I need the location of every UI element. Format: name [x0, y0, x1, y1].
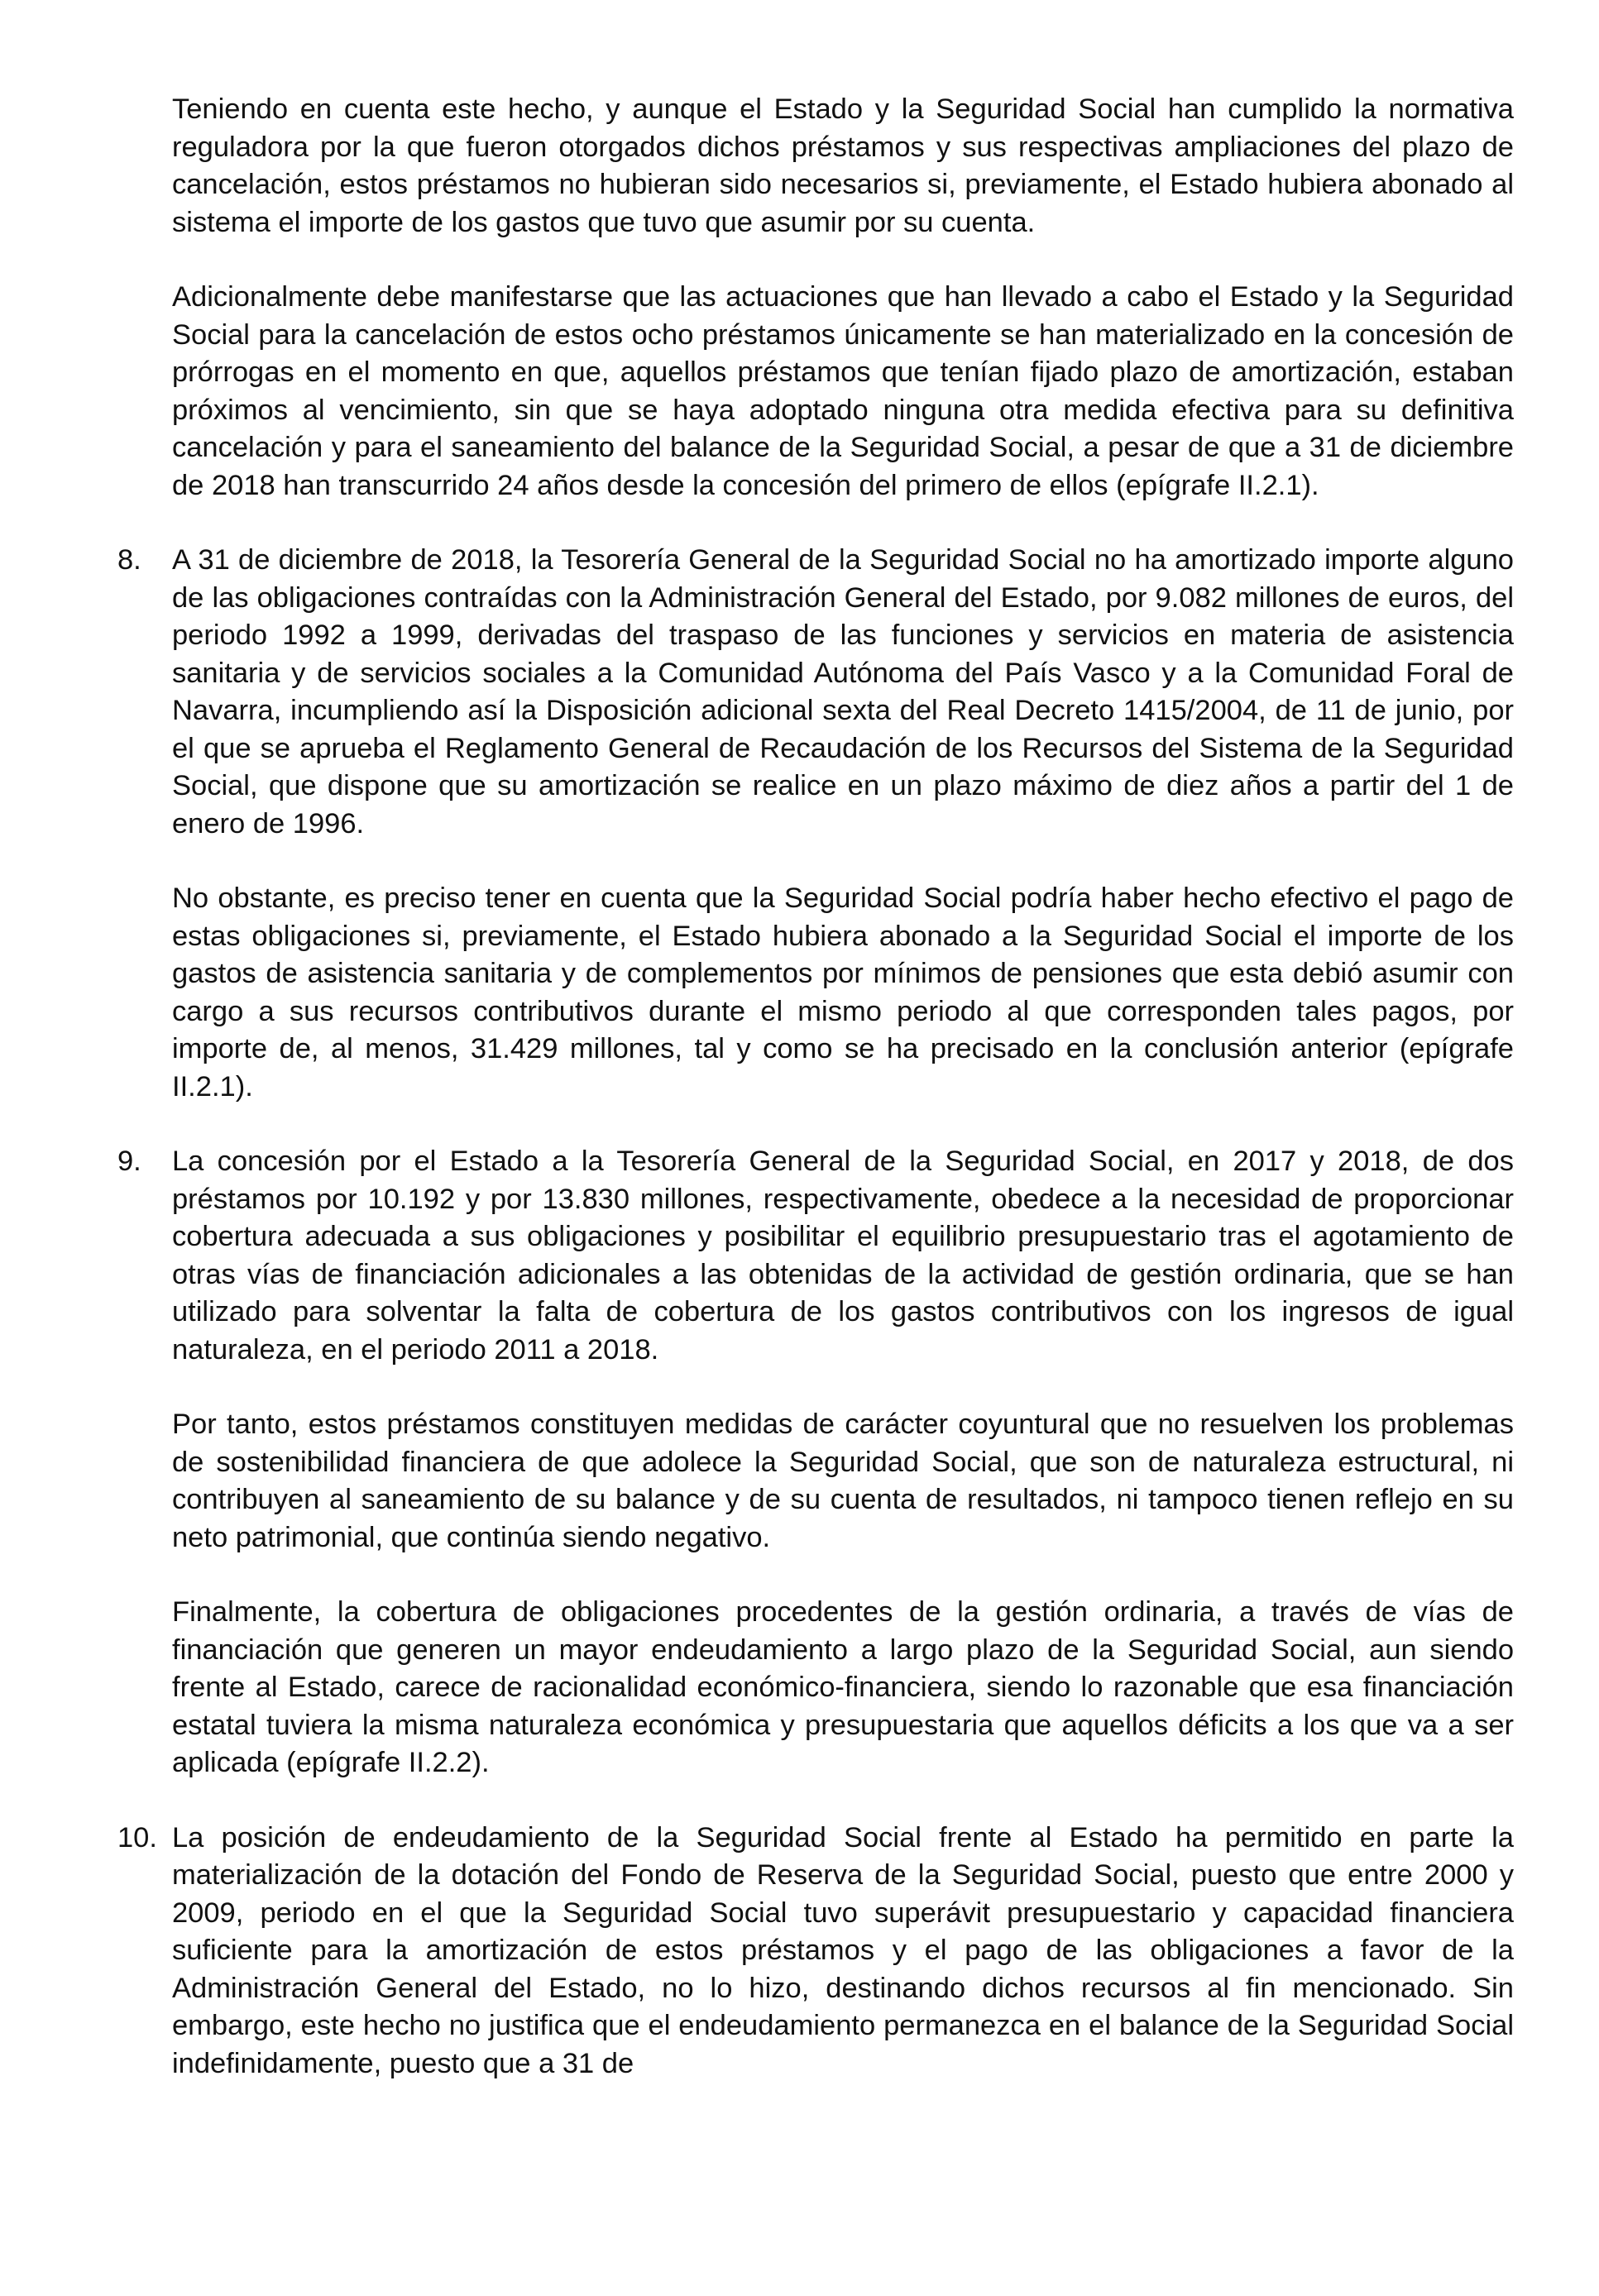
item-number: 9. [117, 1146, 141, 1177]
paragraph: Adicionalmente debe manifestarse que las actuaciones que han llevado a cabo el Estado y la Seguridad Social para la cancelación de estos ocho préstamos únicamente se han materializado en la concesión de prórrogas en el momento en que, aquellos préstamos que tenían fijado plazo de amortización, estaban próximos al vencimiento, sin que se haya adoptado ninguna otra medida efectiva para su definitiva cancelación y para el saneamiento del balance de la Seguridad Social, a pesar de que a 31 de diciembre de 2018 han transcurrido 24 años desde la concesión del primero de ellos (epígrafe II.2.1). [172, 281, 1514, 501]
paragraph: Teniendo en cuenta este hecho, y aunque el Estado y la Seguridad Social han cumplido la normativa reguladora por la que fueron otorgados dichos préstamos y sus respectivas ampliaciones del plazo de cancelación, estos préstamos no hubieran sido necesarios si, previamente, el Estado hubiera abonado al sistema el importe de los gastos que tuvo que asumir por su cuenta. [172, 93, 1514, 238]
numbered-item-10 [117, 1820, 1514, 2083]
numbered-item-9 [117, 1143, 1514, 1782]
item-paragraph: Por tanto, estos préstamos constituyen medidas de carácter coyuntural que no resuelven los problemas de sostenibilidad financiera de que adolece la Seguridad Social, que son de naturaleza estructural, ni contribuyen al saneamiento de su balance y de su cuenta de resultados, ni tampoco tienen reflejo en su neto patrimonial, que continúa siendo negativo. [172, 1409, 1514, 1553]
document-body [117, 91, 1514, 2120]
item-paragraph: No obstante, es preciso tener en cuenta que la Seguridad Social podría haber hecho efectivo el pago de estas obligaciones si, previamente, el Estado hubiera abonado a la Seguridad Social el importe de los gastos de asistencia sanitaria y de complementos por mínimos de pensiones que esta debió asumir con cargo a sus recursos contributivos durante el mismo periodo al que corresponden tales pagos, por importe de, al menos, 31.429 millones, tal y como se ha precisado en la conclusión anterior (epígrafe II.2.1). [172, 883, 1514, 1103]
item-number: 10. [117, 1821, 157, 1854]
item-text: La posición de endeudamiento de la Seguridad Social frente al Estado ha permitido en parte la materialización de la dotación del Fondo de Reserva de la Seguridad Social, puesto que entre 2000 y 2009, periodo en el que la Seguridad Social tuvo superávit presupuestario y capacidad financiera suficiente para la amortización de estos préstamos y el pago de las obligaciones a favor de la Administración General del Estado, no lo hizo, destinando dichos recursos al fin mencionado. Sin embargo, este hecho no justifica que el endeudamiento permanezca en el balance de la Seguridad Social indefinidamente, puesto que a 31 de [172, 1821, 1514, 2079]
numbered-item-8 [117, 542, 1514, 1106]
item-paragraph: Finalmente, la cobertura de obligaciones procedentes de la gestión ordinaria, a través de vías de financiación que generen un mayor endeudamiento a largo plazo de la Seguridad Social, aun siendo frente al Estado, carece de racionalidad económico-financiera, siendo lo razonable que esa financiación estatal tuviera la misma naturaleza económica y presupuestaria que aquellos déficits a los que va a ser aplicada (epígrafe II.2.2). [172, 1596, 1514, 1778]
item-number: 8. [117, 544, 141, 576]
item-text: A 31 de diciembre de 2018, la Tesorería General de la Seguridad Social no ha amortizado importe alguno de las obligaciones contraídas con la Administración General del Estado, por 9.082 millones de euros, del periodo 1992 a 1999, derivadas del traspaso de las funciones y servicios en materia de asistencia sanitaria y de servicios sociales a la Comunidad Autónoma del País Vasco y a la Comunidad Foral de Navarra, incumpliendo así la Disposición adicional sexta del Real Decreto 1415/2004, de 11 de junio, por el que se aprueba el Reglamento General de Recaudación de los Recursos del Sistema de la Seguridad Social, que dispone que su amortización se realice en un plazo máximo de diez años a partir del 1 de enero de 1996. [172, 544, 1514, 839]
item-text: La concesión por el Estado a la Tesorería General de la Seguridad Social, en 2017 y 2018, de dos préstamos por 10.192 y por 13.830 millones, respectivamente, obedece a la necesidad de proporcionar cobertura adecuada a sus obligaciones y posibilitar el equilibrio presupuestario tras el agotamiento de otras vías de financiación adicionales a las obtenidas de la actividad de gestión ordinaria, que se han utilizado para solventar la falta de cobertura de los gastos contributivos con los ingresos de igual naturaleza, en el periodo 2011 a 2018. [172, 1146, 1514, 1366]
